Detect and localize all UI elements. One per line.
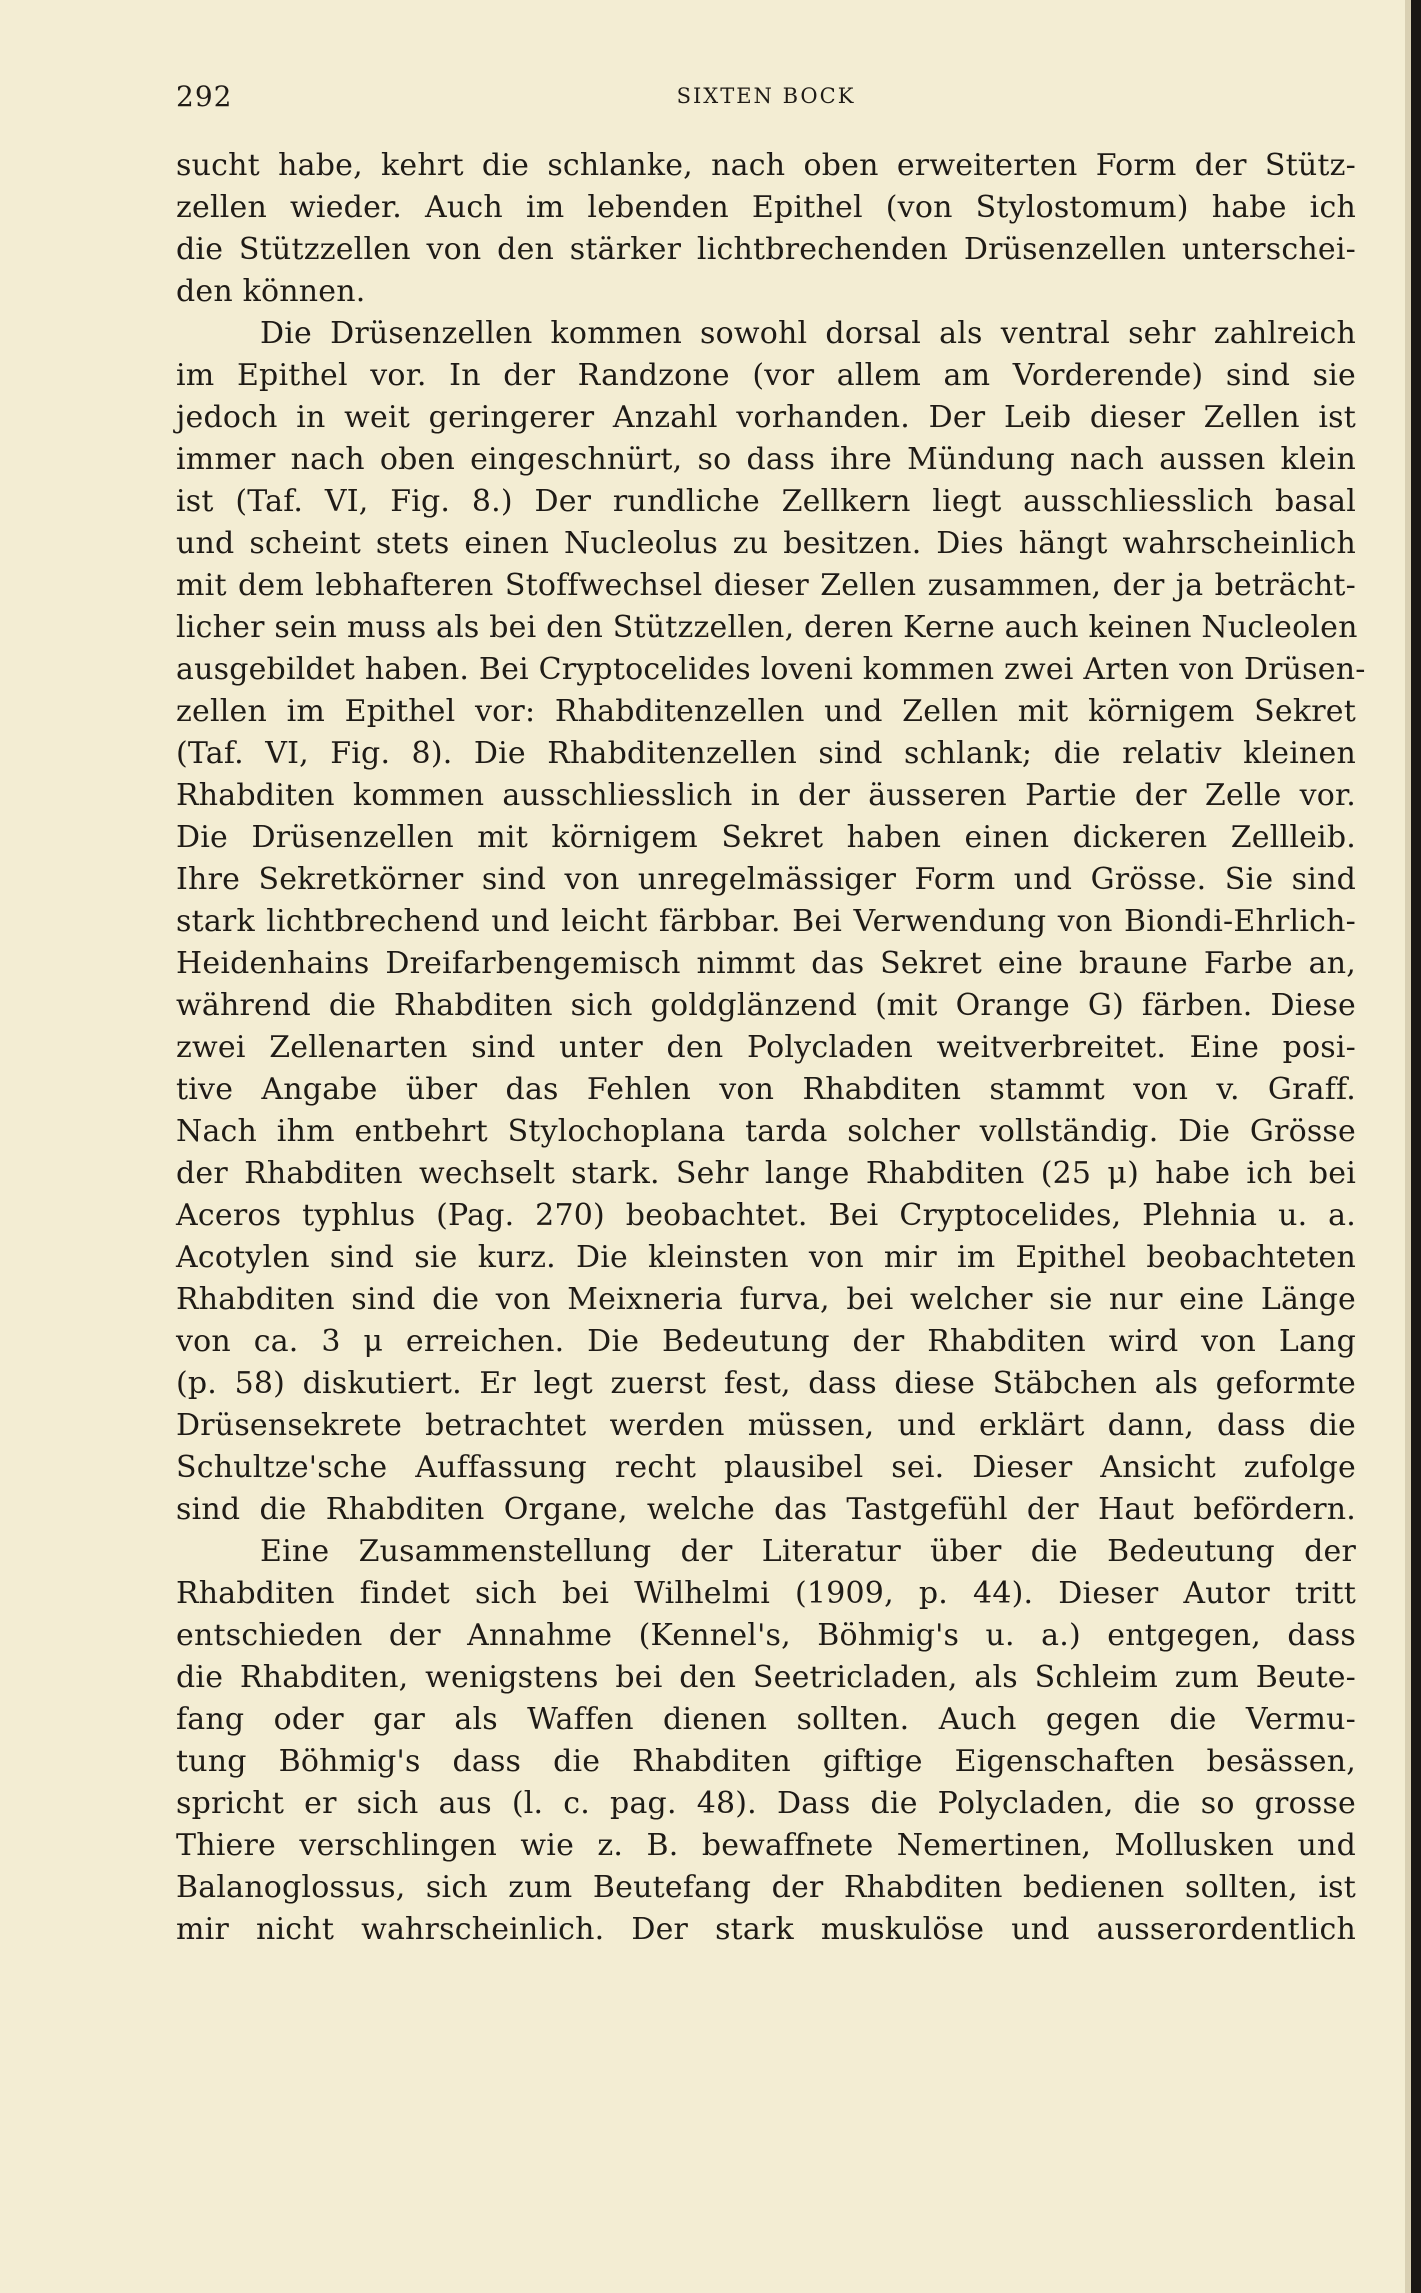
text-line: zellen im Epithel vor: Rhabditenzellen und Zellen mit körnigem Sekret xyxy=(176,694,1356,729)
text-line: und scheint stets einen Nucleolus zu besitzen. Dies hängt wahrscheinlich xyxy=(176,526,1356,561)
text-line: fang oder gar als Waffen dienen sollten. Auch gegen die Vermu- xyxy=(176,1702,1356,1737)
text-line: Aceros typhlus (Pag. 270) beobachtet. Bei Cryptocelides, Plehnia u. a. xyxy=(176,1198,1356,1233)
text-line: Die Drüsenzellen mit körnigem Sekret haben einen dickeren Zellleib. xyxy=(176,820,1356,855)
text-line: von ca. 3 μ erreichen. Die Bedeutung der Rhabditen wird von Lang xyxy=(176,1324,1356,1359)
text-line: (p. 58) diskutiert. Er legt zuerst fest, dass diese Stäbchen als geformte xyxy=(176,1366,1356,1401)
text-line: ist (Taf. VI, Fig. 8.) Der rundliche Zellkern liegt ausschliesslich basal xyxy=(176,484,1356,519)
body-text xyxy=(176,145,1366,1951)
page-number: 292 xyxy=(176,80,233,113)
text-line: tive Angabe über das Fehlen von Rhabditen stammt von v. Graff. xyxy=(176,1072,1356,1107)
text-line: stark lichtbrechend und leicht färbbar. Bei Verwendung von Biondi-Ehrlich- xyxy=(176,904,1356,939)
text-line: Eine Zusammenstellung der Literatur über die Bedeutung der xyxy=(260,1534,1356,1569)
text-line: zwei Zellenarten sind unter den Polycladen weitverbreitet. Eine posi- xyxy=(176,1030,1356,1065)
text-line: tung Böhmig's dass die Rhabditen giftige Eigenschaften besässen, xyxy=(176,1744,1356,1779)
text-line: Thiere verschlingen wie z. B. bewaffnete Nemertinen, Mollusken und xyxy=(176,1828,1356,1863)
text-line: jedoch in weit geringerer Anzahl vorhanden. Der Leib dieser Zellen ist xyxy=(176,400,1356,435)
text-line: entschieden der Annahme (Kennel's, Böhmig's u. a.) entgegen, dass xyxy=(176,1618,1356,1653)
text-line: Acotylen sind sie kurz. Die kleinsten von mir im Epithel beobachteten xyxy=(176,1240,1356,1275)
text-line: mit dem lebhafteren Stoffwechsel dieser Zellen zusammen, der ja beträcht- xyxy=(176,568,1356,603)
text-line: sucht habe, kehrt die schlanke, nach oben erweiterten Form der Stütz- xyxy=(176,148,1356,183)
text-line: die Rhabditen, wenigstens bei den Seetricladen, als Schleim zum Beute- xyxy=(176,1660,1356,1695)
text-line: spricht er sich aus (l. c. pag. 48). Dass die Polycladen, die so grosse xyxy=(176,1786,1356,1821)
text-line: Nach ihm entbehrt Stylochoplana tarda solcher vollständig. Die Grösse xyxy=(176,1114,1356,1149)
text-line: zellen wieder. Auch im lebenden Epithel (von Stylostomum) habe ich xyxy=(176,190,1356,225)
text-line: die Stützzellen von den stärker lichtbrechenden Drüsenzellen unterschei- xyxy=(176,232,1356,267)
text-line: Balanoglossus, sich zum Beutefang der Rhabditen bedienen sollten, ist xyxy=(176,1870,1356,1905)
text-line: Rhabditen kommen ausschliesslich in der äusseren Partie der Zelle vor. xyxy=(176,778,1356,813)
text-line: Die Drüsenzellen kommen sowohl dorsal als ventral sehr zahlreich xyxy=(260,316,1356,351)
text-line: Rhabditen sind die von Meixneria furva, bei welcher sie nur eine Länge xyxy=(176,1282,1356,1317)
text-line: Rhabditen findet sich bei Wilhelmi (1909, p. 44). Dieser Autor tritt xyxy=(176,1576,1356,1611)
text-line: den können. xyxy=(176,274,366,309)
text-line: immer nach oben eingeschnürt, so dass ihre Mündung nach aussen klein xyxy=(176,442,1356,477)
text-line: Heidenhains Dreifarbengemisch nimmt das Sekret eine braune Farbe an, xyxy=(176,946,1356,981)
running-head: SIXTEN BOCK xyxy=(676,84,856,108)
text-line: mir nicht wahrscheinlich. Der stark muskulöse und ausserordentlich xyxy=(176,1912,1356,1947)
text-line: Drüsensekrete betrachtet werden müssen, und erklärt dann, dass die xyxy=(176,1408,1356,1443)
text-line: Ihre Sekretkörner sind von unregelmässiger Form und Grösse. Sie sind xyxy=(176,862,1356,897)
text-line: licher sein muss als bei den Stützzellen, deren Kerne auch keinen Nucleolen xyxy=(176,610,1358,645)
text-line: der Rhabditen wechselt stark. Sehr lange Rhabditen (25 μ) habe ich bei xyxy=(176,1156,1356,1191)
page-edge xyxy=(1411,0,1421,2293)
page-header xyxy=(176,80,1356,120)
text-line: (Taf. VI, Fig. 8). Die Rhabditenzellen sind schlank; die relativ kleinen xyxy=(176,736,1356,771)
text-line: während die Rhabditen sich goldglänzend (mit Orange G) färben. Diese xyxy=(176,988,1356,1023)
text-line: Schultze'sche Auffassung recht plausibel sei. Dieser Ansicht zufolge xyxy=(176,1450,1356,1485)
text-line: im Epithel vor. In der Randzone (vor allem am Vorderende) sind sie xyxy=(176,358,1356,393)
text-line: ausgebildet haben. Bei Cryptocelides loveni kommen zwei Arten von Drüsen- xyxy=(176,652,1366,687)
text-line: sind die Rhabditen Organe, welche das Tastgefühl der Haut befördern. xyxy=(176,1492,1356,1527)
